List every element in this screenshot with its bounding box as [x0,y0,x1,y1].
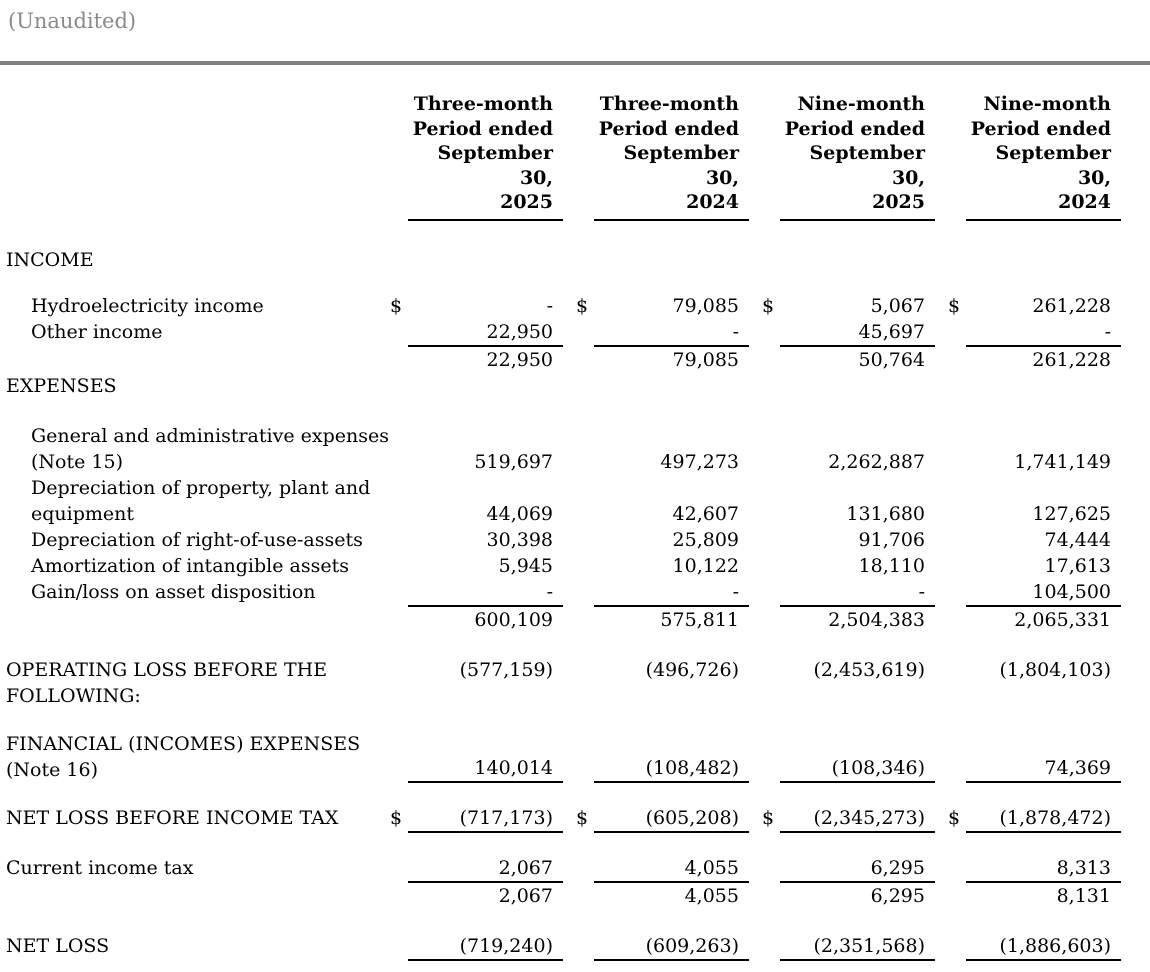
dollar-sign: $ [948,806,961,829]
cell-col2: (605,208) [594,805,749,833]
column-gap [935,933,948,961]
spacer [6,909,1150,933]
row-label [6,657,390,709]
cell-col1: - [546,294,553,317]
column-gap [749,731,762,783]
table-row-net-loss-before-tax [6,805,1150,833]
header-line: September [995,142,1111,165]
cell-col1: 140,014 [408,755,563,783]
dollar-sign: $ [576,806,589,829]
column-gap [749,855,762,883]
column-gap [563,92,576,221]
column-gap [749,92,762,221]
row-label [6,347,390,373]
cell-col3: 45,697 [780,319,935,347]
cell-col3: 91,706 [858,528,925,551]
cell-col2: - [594,319,749,347]
column-gap [749,423,762,475]
column-gap [563,607,576,633]
cell-col4: (1,878,472) [966,805,1121,833]
column-gap [935,92,948,221]
cell-col3: (108,346) [780,755,935,783]
column-header-9m-2024 [966,92,1121,221]
dollar-sign: $ [576,294,589,317]
currency-cell [576,527,594,553]
column-gap [749,293,762,319]
column-gap [563,475,576,527]
cell-col2: - [594,579,749,607]
column-gap [749,579,762,607]
section-heading-income: INCOME [6,248,94,271]
column-gap [563,293,576,319]
dollar-sign: $ [762,806,775,829]
column-gap [563,579,576,607]
cell-col1: (717,173) [408,805,563,833]
cell-col4: 74,444 [1044,528,1111,551]
header-line: Nine-month [983,93,1111,115]
column-gap [563,527,576,553]
cell-col2: 25,809 [672,528,739,551]
header-line: Period ended [598,117,739,140]
cell-col4: 8,313 [966,855,1121,883]
currency-cell [576,319,594,347]
cell-col4: (1,804,103) [999,658,1111,681]
header-line: 2024 [686,191,739,214]
currency-cell [762,855,780,883]
cell-col4: 2,065,331 [1014,608,1111,631]
dollar-sign: $ [390,294,403,317]
header-line: September [809,142,925,165]
table-row-operating-loss [6,657,1150,709]
row-label-line: Depreciation of property, plant and [31,476,371,499]
spacer [6,221,1150,247]
column-gap [935,731,948,783]
column-gap [749,475,762,527]
currency-cell [948,855,966,883]
column-header-3m-2024 [594,92,749,221]
row-label-line: (Note 15) [31,450,123,473]
column-gap [749,553,762,579]
header-line: 2025 [872,191,925,214]
row-label-line: FOLLOWING: [6,684,141,707]
cell-col4: 17,613 [1044,554,1111,577]
column-gap [749,347,762,373]
dollar-sign: $ [948,294,961,317]
currency-cell [948,553,966,579]
column-gap [563,883,576,909]
currency-cell [762,347,780,373]
cell-col1: 2,067 [498,884,553,907]
row-label-line: (Note 16) [6,758,98,781]
currency-cell [576,855,594,883]
header-line: Period ended [970,117,1111,140]
row-label: NET LOSS BEFORE INCOME TAX [6,806,339,829]
currency-cell [576,553,594,579]
cell-col2: 575,811 [660,608,739,631]
cell-col1: - [408,579,563,607]
header-line: Period ended [784,117,925,140]
column-gap [563,933,576,961]
cell-col1: 519,697 [474,450,553,473]
table-row-depreciation-rou [6,527,1150,553]
cell-col4: 1,741,149 [1014,450,1111,473]
currency-cell [576,883,594,909]
currency-cell [390,319,408,347]
cell-col4: - [966,319,1121,347]
cell-col4: 104,500 [966,579,1121,607]
cell-col1: 22,950 [408,319,563,347]
header-line: Period ended [412,117,553,140]
cell-col1: 30,398 [486,528,553,551]
spacer [6,833,1150,855]
currency-cell [948,607,966,633]
currency-cell [390,553,408,579]
currency-cell [762,319,780,347]
column-header-3m-2025 [408,92,563,221]
table-row-general-admin-expenses [6,423,1150,475]
table-row-income-total [6,347,1150,373]
cell-col1: 22,950 [486,348,553,371]
cell-col2: 79,085 [672,348,739,371]
column-gap [749,883,762,909]
spacer [6,783,1150,805]
cell-col3: - [780,579,935,607]
currency-cell [576,933,594,961]
cell-col1: 600,109 [474,608,553,631]
row-label [6,607,390,633]
table-row-tax-total [6,883,1150,909]
column-gap [563,423,576,475]
table-row-amortization [6,553,1150,579]
currency-cell [762,92,780,221]
column-gap [749,933,762,961]
currency-cell [948,92,966,221]
row-label [6,731,390,783]
currency-cell [390,855,408,883]
column-gap [749,527,762,553]
row-label-line: equipment [31,502,135,525]
column-gap [935,607,948,633]
column-gap [935,579,948,607]
column-gap [935,475,948,527]
row-label: Current income tax [6,856,194,879]
header-line: 2024 [1058,191,1111,214]
cell-col2: 4,055 [684,884,739,907]
cell-col3: 18,110 [858,554,925,577]
cell-col3: (2,453,619) [813,658,925,681]
header-spacer [6,92,390,221]
currency-cell [390,883,408,909]
top-divider [0,61,1150,65]
column-gap [563,347,576,373]
cell-col1: (577,159) [459,658,553,681]
column-gap [935,319,948,347]
cell-col4: 261,228 [1032,294,1111,317]
dollar-sign: $ [390,806,403,829]
currency-cell [762,607,780,633]
currency-cell [576,347,594,373]
column-gap [563,731,576,783]
currency-cell [948,347,966,373]
column-gap [935,527,948,553]
currency-cell [948,319,966,347]
section-row-expenses [6,373,1150,399]
spacer [6,633,1150,657]
column-gap [935,657,948,709]
cell-col4: 127,625 [1032,502,1111,525]
cell-col4: 261,228 [1032,348,1111,371]
column-gap [563,805,576,833]
row-label-line: FINANCIAL (INCOMES) EXPENSES [6,732,361,755]
currency-cell [576,92,594,221]
column-gap [563,553,576,579]
cell-col3: (2,345,273) [780,805,935,833]
cell-col3: 6,295 [870,884,925,907]
column-gap [935,805,948,833]
cell-col1: (719,240) [408,933,563,961]
currency-cell [390,933,408,961]
column-gap [935,883,948,909]
cell-col3: 50,764 [858,348,925,371]
section-row-income [6,247,1150,273]
column-gap [935,423,948,475]
currency-cell [390,347,408,373]
cell-col3: 6,295 [780,855,935,883]
row-label-line: OPERATING LOSS BEFORE THE [6,658,328,681]
cell-col2: 10,122 [672,554,739,577]
row-label: Hydroelectricity income [31,294,264,317]
cell-col2: (496,726) [645,658,739,681]
column-gap [563,855,576,883]
cell-col2: (609,263) [594,933,749,961]
table-row-hydroelectricity-income [6,293,1150,319]
cell-col3: (2,351,568) [780,933,935,961]
currency-cell [390,579,408,607]
spacer [6,709,1150,731]
column-gap [563,319,576,347]
unaudited-label: (Unaudited) [8,9,137,33]
cell-col3: 131,680 [846,502,925,525]
cell-col2: 497,273 [660,450,739,473]
cell-col2: (108,482) [594,755,749,783]
spacer [6,273,1150,293]
cell-col3: 5,067 [870,294,925,317]
cell-col4: (1,886,603) [966,933,1121,961]
currency-cell [390,607,408,633]
column-gap [935,293,948,319]
column-gap [935,347,948,373]
column-gap [749,805,762,833]
row-label [6,883,390,909]
cell-col3: 2,262,887 [828,450,925,473]
spacer [6,399,1150,423]
row-label: Amortization of intangible assets [31,554,349,577]
table-row-net-loss [6,933,1150,961]
header-line: 30, [519,166,553,189]
currency-cell [576,607,594,633]
header-line: September [623,142,739,165]
table-row-other-income [6,319,1150,347]
column-gap [749,657,762,709]
row-label: Gain/loss on asset disposition [31,580,316,603]
row-label: Depreciation of right-of-use-assets [31,528,363,551]
column-gap [563,657,576,709]
cell-col4: 74,369 [966,755,1121,783]
currency-cell [390,527,408,553]
column-gap [749,319,762,347]
currency-cell [762,553,780,579]
row-label [6,423,390,475]
row-label: Other income [31,320,163,343]
currency-cell [390,92,408,221]
cell-col2: 42,607 [672,502,739,525]
currency-cell [576,579,594,607]
currency-cell [762,933,780,961]
table-row-expenses-total [6,607,1150,633]
table-row-financial-incomes-expenses [6,731,1150,783]
header-line: September [437,142,553,165]
column-gap [935,553,948,579]
currency-cell [948,579,966,607]
column-gap [935,855,948,883]
column-header-9m-2025 [780,92,935,221]
header-line: Three-month [413,93,553,115]
cell-col1: 44,069 [486,502,553,525]
currency-cell [948,933,966,961]
currency-cell [762,883,780,909]
header-line: 30, [1077,166,1111,189]
row-label [6,475,390,527]
cell-col4: 8,131 [1056,884,1111,907]
header-line: Three-month [599,93,739,115]
row-label: NET LOSS [6,934,110,957]
currency-cell [762,579,780,607]
header-line: 30, [891,166,925,189]
row-label-line: General and administrative expenses [31,424,389,447]
column-header-row [6,92,1150,221]
header-line: Nine-month [797,93,925,115]
table-row-gain-loss-disposition [6,579,1150,607]
header-line: 30, [705,166,739,189]
dollar-sign: $ [762,294,775,317]
currency-cell [762,527,780,553]
income-statement-table [0,92,1150,961]
cell-col2: 4,055 [594,855,749,883]
table-row-current-income-tax [6,855,1150,883]
currency-cell [948,883,966,909]
section-heading-expenses: EXPENSES [6,374,117,397]
cell-col2: 79,085 [672,294,739,317]
column-gap [749,607,762,633]
header-line: 2025 [500,191,553,214]
cell-col1: 2,067 [408,855,563,883]
cell-col1: 5,945 [498,554,553,577]
currency-cell [948,527,966,553]
cell-col3: 2,504,383 [828,608,925,631]
table-row-depreciation-ppe [6,475,1150,527]
